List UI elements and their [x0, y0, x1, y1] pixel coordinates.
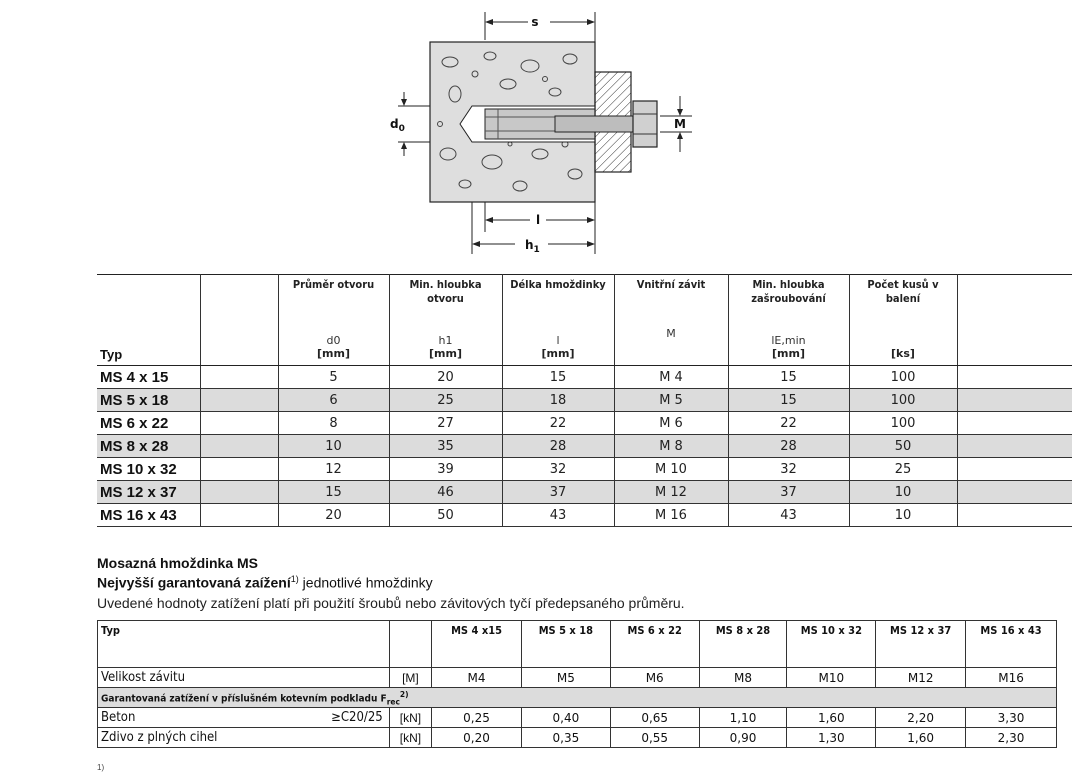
- section-row: Garantovaná zatížení v příslušném kotevním podkladu $F_{rec}^{2)}$: [98, 688, 1057, 708]
- thread-size-row: Velikost závitu [M] M4 M5 M6 M8 M10 M12 M16: [98, 668, 1057, 688]
- loads-table: [97, 620, 1057, 748]
- col-anchor-length: Délka hmoždinky l [mm]: [502, 275, 614, 366]
- dim-m-label: M: [674, 117, 686, 131]
- table-row: MS 5 x 18 6 25 18 M 5 15 100: [97, 389, 1072, 412]
- section-heading: Mosazná hmoždinka MS: [97, 555, 259, 571]
- table-row: MS 12 x 37 15 46 37 M 12 37 10: [97, 481, 1072, 504]
- dim-s-label: s: [531, 15, 539, 29]
- table-row: Zdivo z plných cihel [kN] 0,20 0,35 0,55 0,90 1,30 1,60 2,30: [98, 728, 1057, 748]
- table-row: MS 6 x 22 8 27 22 M 6 22 100: [97, 412, 1072, 435]
- dim-h1-label: $h_1$: [525, 238, 540, 255]
- table-row: MS 4 x 15 5 20 15 M 4 15 100: [97, 366, 1072, 389]
- col-internal-thread: Vnitřní závit M: [614, 275, 728, 366]
- table-row: MS 10 x 32 12 39 32 M 10 32 25: [97, 458, 1072, 481]
- col-min-screw-depth: Min. hloubka zašroubování lE,min [mm]: [728, 275, 849, 366]
- table-row: MS 16 x 43 20 50 43 M 16 43 10: [97, 504, 1072, 527]
- hex-nut: [633, 101, 657, 147]
- col-min-hole-depth: Min. hloubka otvoru h1 [mm]: [389, 275, 502, 366]
- section-subheading: Nejvyšší garantovaná zaížení$^{1)}$ jednotlivé hmoždinky: [97, 574, 433, 591]
- type-column-header: Typ: [97, 275, 200, 366]
- anchor-diagram: [380, 4, 700, 266]
- dim-d0-label: $d_0$: [390, 117, 405, 134]
- dimensions-table: [97, 274, 1072, 527]
- type-column-header: Typ: [98, 621, 390, 668]
- load-note: Uvedené hodnoty zatížení platí při použití šroubů nebo závitových tyčí předepsaného průměru.: [97, 595, 685, 611]
- dimensions-table-header: [97, 275, 1072, 366]
- dim-l-label: l: [535, 213, 541, 227]
- table-row: MS 8 x 28 10 35 28 M 8 28 50: [97, 435, 1072, 458]
- anchor-section-drawing: [380, 4, 700, 266]
- loads-table-header: Typ MS 4 x15 MS 5 x 18 MS 6 x 22 MS 8 x 28 MS 10 x 32 MS 12 x 37 MS 16 x 43: [98, 621, 1057, 668]
- col-hole-diameter: Průměr otvoru d0 [mm]: [278, 275, 389, 366]
- footnote: 1): [97, 763, 105, 772]
- table-row: Beton ≥C20/25 [kN] 0,25 0,40 0,65 1,10 1,60 2,20 3,30: [98, 708, 1057, 728]
- col-pack-quantity: Počet kusů v balení [ks]: [849, 275, 957, 366]
